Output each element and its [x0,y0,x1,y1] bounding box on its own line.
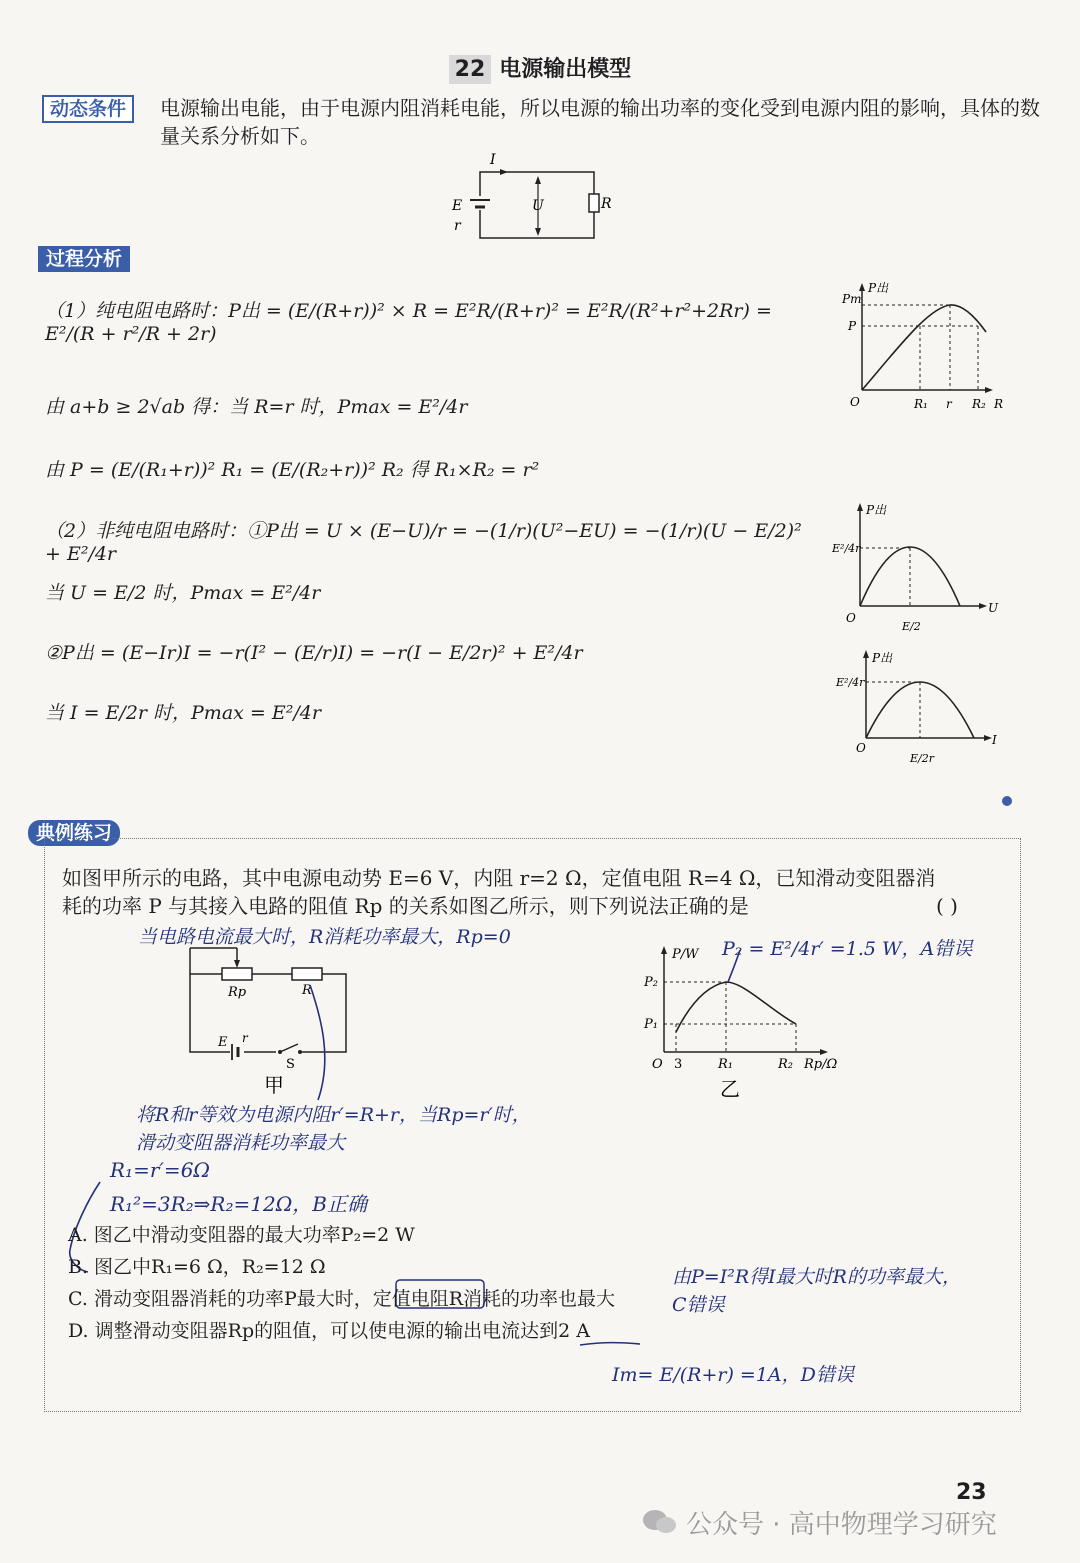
note-4: 滑动变阻器消耗功率最大 [136,1132,346,1154]
svg-text:E/2r: E/2r [910,752,934,765]
svg-text:R₂: R₂ [778,1057,793,1072]
svg-text:E: E [218,1035,228,1050]
note-9: Im= E/(R+r) =1A，D错误 [612,1364,854,1386]
note-8: C错误 [672,1294,725,1316]
svg-text:3: 3 [674,1057,683,1072]
svg-text:r: r [242,1031,248,1045]
figure-yi-label: 乙 [720,1077,740,1101]
svg-text:R: R [302,983,312,998]
process-tag: 过程分析 [38,244,130,271]
formula-line-2: 由 a+b ≥ 2√ab 得：当 R=r 时，Pmax = E²/4r [45,396,468,418]
dynamic-tag: 动态条件 [42,94,134,121]
svg-text:R₂: R₂ [972,397,986,411]
svg-text:P出: P出 [872,651,893,665]
formula-line-6: ②P出 = (E−Ir)I = −r(I² − (E/r)I) = −r(I − E/2r)² + E²/4r [45,642,583,664]
svg-text:P₁: P₁ [644,1017,658,1032]
svg-text:P出: P出 [868,281,889,295]
svg-text:Rp: Rp [228,985,247,1000]
figure-jia-label: 甲 [264,1073,284,1097]
formula-line-3: 由 P = (E/(R₁+r))² R₁ = (E/(R₂+r))² R₂ 得 R₁×R₂ = r² [45,459,540,481]
option-a: A. 图乙中滑动变阻器的最大功率P₂=2 W [68,1224,415,1246]
option-b: B. 图乙中R₁=6 Ω，R₂=12 Ω [68,1256,326,1278]
formula-line-7: 当 I = E/2r 时，Pmax = E²/4r [45,702,321,724]
formula-line-5: 当 U = E/2 时，Pmax = E²/4r [45,582,321,604]
svg-text:R₁: R₁ [914,397,928,411]
svg-text:E²/4r: E²/4r [832,542,861,555]
example-tag: 典例练习 [28,818,120,845]
formula-line-4: （2）非纯电阻电路时：①P出 = U × (E−U)/r = −(1/r)(U²−EU) = −(1/r)(U − E/2)² + E²/4r [45,520,802,565]
note-3: 将R和r等效为电源内阻r′=R+r，当Rp=r′时， [136,1104,531,1126]
source-watermark: 公众号 · 高中物理学习研究 [686,1510,997,1540]
svg-text:O: O [652,1057,663,1072]
section-number: 22 [449,55,492,84]
current-label: I [490,152,496,168]
svg-text:E/2: E/2 [902,620,921,633]
svg-text:I: I [992,733,997,747]
svg-text:O: O [850,395,860,409]
svg-text:P/W: P/W [672,947,699,962]
voltage-label: U [532,198,544,214]
note-1: 当电路电流最大时，R消耗功率最大，Rp=0 [138,926,511,948]
graph-p-vs-i [832,648,1007,778]
note-6: R₁²=3R₂⇒R₂=12Ω，B正确 [110,1192,367,1216]
emf-label: E [452,198,463,214]
note-7: 由P=I²R得I最大时R的功率最大， [672,1266,961,1288]
svg-text:r: r [946,397,952,411]
note-2: P₂ = E²/4r′ =1.5 W，A错误 [722,938,973,960]
svg-text:P: P [848,319,857,333]
section-title: 电源输出模型 [499,57,632,82]
svg-text:E²/4r: E²/4r [836,676,865,689]
decor-dot [1002,796,1012,806]
svg-text:P出: P出 [866,503,887,517]
internal-r-label: r [454,218,461,234]
question-text: 如图甲所示的电路，其中电源电动势 E=6 V，内阻 r=2 Ω，定值电阻 R=4 Ω，已知滑动变阻器消耗的功率 P 与其接入电路的阻值 Rp 的关系如图乙所示，则下列说法正确的是 [62,866,936,918]
formula-line-1: （1）纯电阻电路时：P出 = (E/(R+r))² × R = E²R/(R+r)² = E²R/(R²+r²+2Rr) = E²/(R + r²/R + 2r) [45,300,772,345]
resistor-label: R [601,196,612,212]
svg-text:O: O [846,611,856,625]
graph-p-vs-u [832,500,1007,645]
simple-circuit-diagram [440,150,620,245]
wechat-icon [640,1506,680,1536]
svg-text:U: U [988,601,999,615]
option-d: D. 调整滑动变阻器Rp的阻值，可以使电源的输出电流达到2 A [68,1320,590,1342]
intro-paragraph: 电源输出电能，由于电源内阻消耗电能，所以电源的输出功率的变化受到电源内阻的影响，具体的数量关系分析如下。 [160,96,1040,148]
page-number: 23 [956,1480,987,1505]
svg-text:O: O [856,741,866,755]
svg-text:R₁: R₁ [718,1057,733,1072]
option-c: C. 滑动变阻器消耗的功率P最大时，定值电阻R消耗的功率也最大 [68,1288,616,1310]
note-5: R₁=r′=6Ω [110,1158,210,1182]
graph-p-vs-r [838,278,1013,418]
svg-text:Rp/Ω: Rp/Ω [804,1057,838,1072]
answer-paren: ( ) [936,894,958,918]
svg-text:R: R [994,397,1004,411]
svg-text:Pm: Pm [842,292,862,306]
svg-text:P₂: P₂ [644,975,658,990]
svg-text:S: S [286,1057,295,1072]
page-title [0,52,1080,84]
